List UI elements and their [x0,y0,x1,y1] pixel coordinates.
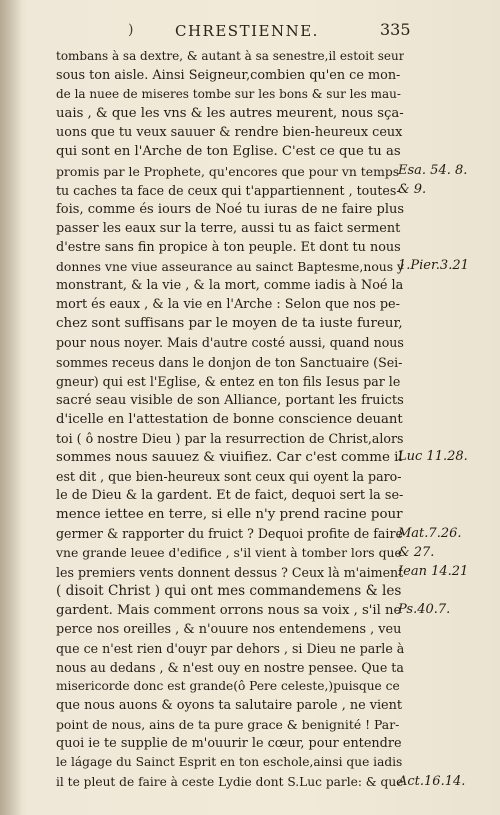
text-line: pour nous noyer. Mais d'autre costé aussi, quand nous [56,335,404,351]
text-line: sommes nous sauuez & viuifiez. Car c'est comme il [56,449,403,465]
text-line: nous au dedans , & n'est ouy en nostre pensee. Que ta [56,660,404,675]
margin-reference: 1.Pier.3.21 [398,258,469,274]
text-line: que ce n'est rien d'ouyr par dehors , si Dieu ne parle à [56,640,404,656]
running-header [0,22,500,42]
text-line: misericorde donc est grande(ô Pere celeste,)puisque ce [56,679,400,694]
text-line: vne grande leuee d'edifice , s'il vient à tomber lors que [56,545,402,561]
page-number: 335 [380,20,411,39]
text-line: tombans à sa dextre, & autant à sa senestre,il estoit seur [56,49,404,63]
text-line: germer & rapporter du fruict ? Dequoi profite de faire [56,526,403,542]
text-line: gardent. Mais comment orrons nous sa voix , s'il ne [56,602,402,618]
text-line: uais , & que les vns & les autres meurent, nous sça- [56,106,404,122]
text-line: sacré seau visible de son Alliance, portant les fruicts [56,392,404,408]
text-line: uons que tu veux sauuer & rendre bien-heureux ceux [56,125,403,141]
text-line: de la nuee de miseres tombe sur les bons & sur les mau- [56,87,401,102]
text-line: passer les eaux sur la terre, aussi tu as faict serment [56,220,401,236]
text-line: toi ( ô nostre Dieu ) par la resurrection de Christ,alors [56,430,404,446]
text-line: d'estre sans fin propice à ton peuple. Et dont tu nous [56,239,401,255]
margin-reference: Iean 14.21 [398,563,469,579]
text-line: monstrant, & la vie , & la mort, comme iadis à Noé la [56,278,404,294]
text-line: gneur) qui est l'Eglise, & entez en ton fils Iesus par le [56,373,401,389]
text-line: fois, comme és iours de Noé tu iuras de ne faire plus [56,201,404,217]
text-line: est dit , que bien-heureux sont ceux qui oyent la paro- [56,469,402,485]
text-line: perce nos oreilles , & n'ouure nos entendemens , veu [56,621,402,637]
body-text [56,47,404,792]
margin-reference: Ps.40.7. [398,601,451,617]
text-line: mort és eaux , & la vie en l'Arche : Selon que nos pe- [56,297,400,313]
running-title: CHRESTIENNE. [175,22,319,40]
header-mark: ) [128,22,134,38]
text-line: qui sont en l'Arche de ton Eglise. C'est ce que tu as [56,144,401,160]
gutter-shadow [0,0,22,815]
margin-reference: Mat.7.26. [398,525,462,541]
text-line: ( disoit Christ ) qui ont mes commandemens & les [56,582,402,599]
text-line: chez sont suffisans par le moyen de ta iuste fureur, [56,316,403,332]
text-line: que nous auons & oyons ta salutaire parole , ne vient [56,698,402,714]
text-line: d'icelle en l'attestation de bonne conscience deuant [56,411,403,427]
text-line: mence iettee en terre, si elle n'y prend racine pour [56,507,403,523]
text-line: sommes receus dans le donjon de ton Sanctuaire (Sei- [56,354,403,370]
text-line: sous ton aisle. Ainsi Seigneur,combien qu'en ce mon- [56,68,401,84]
margin-reference: & 9. [398,181,427,197]
margin-reference: Act.16.14. [398,773,466,789]
margin-reference: Esa. 54. 8. [398,162,468,178]
text-line: promis par le Prophete, qu'encores que pour vn temps [56,163,400,179]
margin-reference: & 27. [398,544,435,560]
text-line: le lágage du Sainct Esprit en ton eschole,ainsi que iadis [56,755,403,770]
text-line: tu caches ta face de ceux qui t'appartiennent , toutes- [56,182,401,198]
text-line: le de Dieu & la gardent. Et de faict, dequoi sert la se- [56,488,404,504]
margin-reference: Luc 11.28. [398,449,468,465]
text-line: il te pleut de faire à ceste Lydie dont S.Luc parle: & que [56,774,404,789]
text-line: donnes vne viue asseurance au sainct Baptesme,nous y [56,259,404,275]
text-line: quoi ie te supplie de m'ouurir le cœur, pour entendre [56,736,402,752]
text-line: point de nous, ains de ta pure grace & benignité ! Par- [56,717,400,733]
text-line: les premiers vents donnent dessus ? Ceux là m'aiment [56,564,404,580]
